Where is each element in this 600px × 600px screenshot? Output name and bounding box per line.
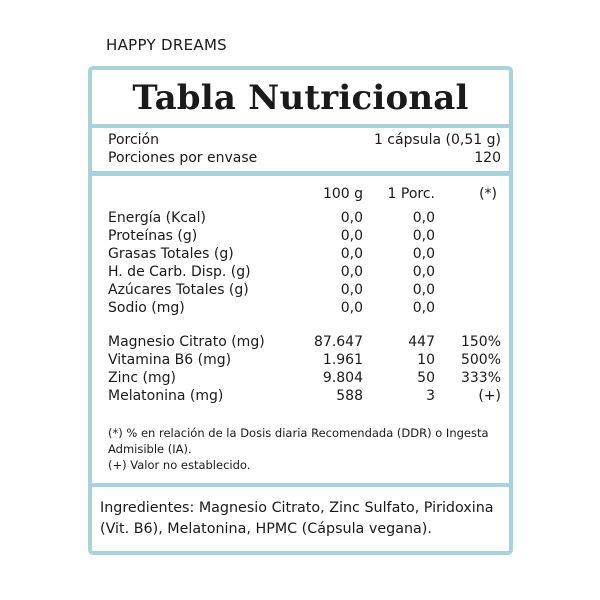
nutrient-per100: 0,0 [340, 282, 363, 298]
nutrient-name: H. de Carb. Disp. (g) [108, 264, 251, 280]
active-dv: (+) [478, 388, 501, 404]
active-per100: 9.804 [322, 370, 363, 386]
nutrient-name: Grasas Totales (g) [108, 246, 234, 262]
ingredients-text: Ingredientes: Magnesio Citrato, Zinc Sulfato, Piridoxina (Vit. B6), Melatonina, HPMC (Cápsula vegana). [100, 500, 494, 537]
table-title: Tabla Nutricional [132, 78, 469, 118]
brand-name: HAPPY DREAMS [106, 36, 228, 54]
column-header-100g: 100 g [322, 186, 363, 202]
nutrient-per100: 0,0 [340, 246, 363, 262]
nutrient-per100: 0,0 [340, 264, 363, 280]
nutrient-per100: 0,0 [340, 300, 363, 316]
nutrient-name: Energía (Kcal) [108, 210, 206, 226]
divider [92, 483, 509, 487]
divider [92, 171, 509, 176]
nutrient-per100: 0,0 [340, 228, 363, 244]
nutrient-name: Azúcares Totales (g) [108, 282, 249, 298]
per-container-label: Porciones por envase [108, 150, 258, 166]
active-per100: 1.961 [322, 352, 363, 368]
nutrient-per100: 0,0 [340, 210, 363, 226]
nutrient-per-portion: 0,0 [412, 228, 435, 244]
active-per-portion: 50 [417, 370, 435, 386]
nutrient-per-portion: 0,0 [412, 264, 435, 280]
active-per100: 87.647 [314, 334, 363, 350]
footnote-ddr: (*) % en relación de la Dosis diaria Recomendada (DDR) o Ingesta [108, 426, 489, 440]
column-header-portion: 1 Porc. [387, 186, 435, 202]
divider [92, 124, 509, 128]
nutrient-per-portion: 0,0 [412, 246, 435, 262]
footnote-ia: Admisible (IA). [108, 442, 192, 456]
active-dv: 500% [460, 352, 501, 368]
active-per-portion: 10 [417, 352, 435, 368]
nutrient-name: Sodio (mg) [108, 300, 185, 316]
per-container-value: 120 [474, 150, 501, 166]
portion-label: Porción [108, 132, 159, 148]
active-per100: 588 [336, 388, 363, 404]
nutrient-name: Proteínas (g) [108, 228, 198, 244]
nutrient-per-portion: 0,0 [412, 300, 435, 316]
nutrient-per-portion: 0,0 [412, 210, 435, 226]
active-name: Magnesio Citrato (mg) [108, 334, 265, 350]
footnote-not-established: (+) Valor no establecido. [108, 458, 251, 472]
active-per-portion: 447 [408, 334, 435, 350]
active-name: Melatonina (mg) [108, 388, 224, 404]
active-dv: 150% [460, 334, 501, 350]
active-name: Zinc (mg) [108, 370, 176, 386]
column-header-dv: (*) [479, 186, 497, 202]
active-dv: 333% [460, 370, 501, 386]
active-name: Vitamina B6 (mg) [108, 352, 232, 368]
nutrient-per-portion: 0,0 [412, 282, 435, 298]
portion-value: 1 cápsula (0,51 g) [373, 132, 501, 148]
active-per-portion: 3 [426, 388, 435, 404]
nutrition-table [88, 66, 513, 555]
